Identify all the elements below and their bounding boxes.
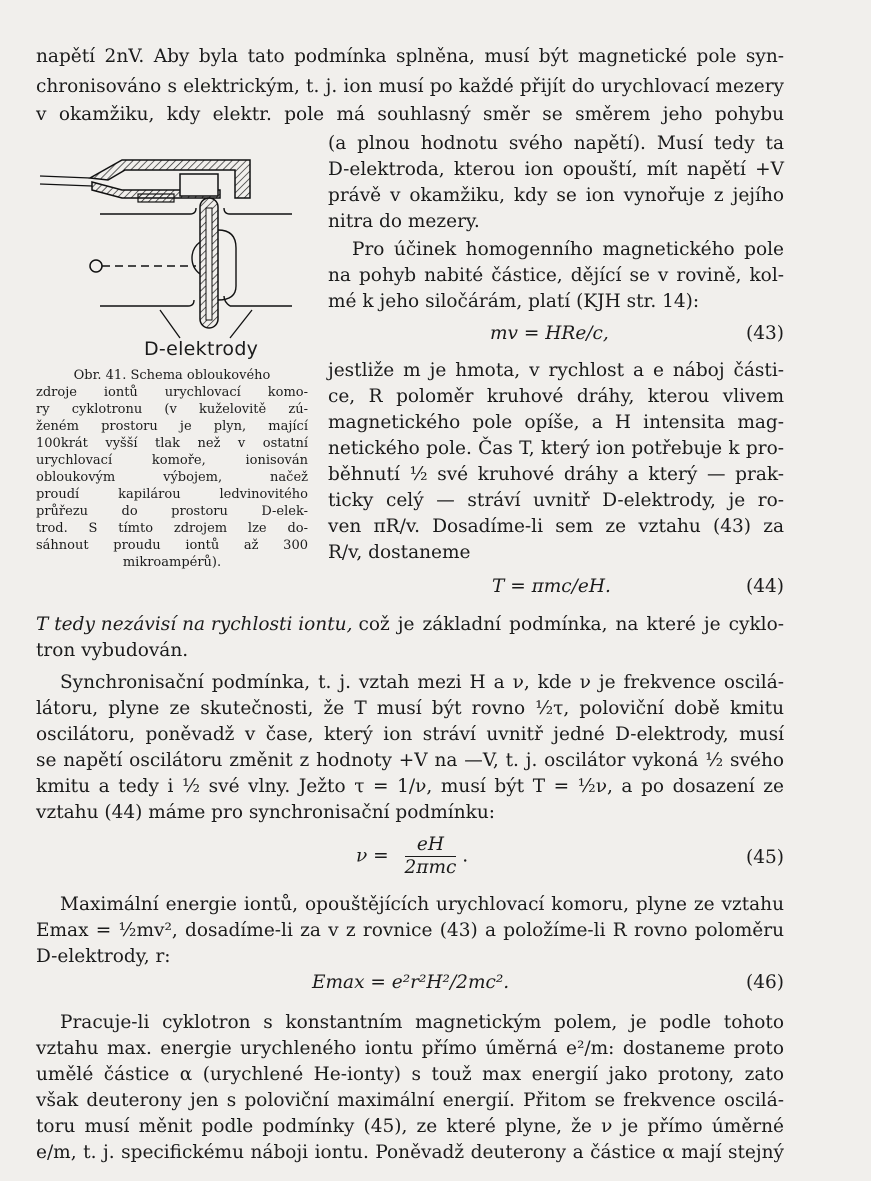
text-line: na pohyb nabité částice, dějící se v rovině, kol- — [328, 265, 784, 286]
label-leader — [160, 310, 180, 338]
figure-caption-line: ženém prostoru je plyn, mající — [36, 419, 308, 434]
label-leader — [230, 310, 252, 338]
figure-caption-line: sáhnout proudu iontů až 300 — [36, 538, 308, 553]
text-line: napětí 2nV. Aby byla tato podmínka splněna, musí být magnetické pole syn- — [36, 46, 784, 67]
text-line: nitra do mezery. — [328, 211, 480, 232]
figure-caption-line: obloukovým výbojem, načež — [36, 470, 308, 485]
text-line: mé k jeho siločárám, platí (KJH str. 14): — [328, 291, 700, 312]
text-line: vztahu (44) máme pro synchronisační podmínku: — [36, 802, 495, 823]
figure-caption-line: trod. S tímto zdrojem lze do- — [36, 521, 308, 536]
text-line: (a plnou hodnotu svého napětí). Musí tedy ta — [328, 133, 784, 154]
eq45-denominator: 2πmc — [404, 857, 457, 878]
text-line: vztahu max. energie urychleného iontu přímo úměrná e²/m: dostaneme proto — [36, 1038, 784, 1059]
figure-caption-line: průřezu do prostoru D-elek- — [36, 504, 308, 519]
text-span: což je základní podmínka, na které je cyklo- — [358, 614, 784, 635]
text-line: ce, R poloměr kruhové dráhy, kterou vlivem — [328, 386, 784, 407]
figure-caption-line: ry cyklotronu (v kuželovitě zú- — [36, 402, 308, 417]
beam-origin — [90, 260, 102, 272]
text-line: jestliže m je hmota, v rychlost a e náboj části- — [328, 360, 784, 381]
equation-45 — [356, 834, 468, 879]
text-line: se napětí oscilátoru změnit z hodnoty +V na —V, t. j. oscilátor vykoná ½ svého — [36, 750, 784, 771]
text-line: toru musí měnit podle podmínky (45), ze které plyne, že ν je přímo úměrné — [36, 1116, 784, 1137]
text-line: tron vybudován. — [36, 640, 189, 661]
emphasis-text: T tedy nezávisí na rychlosti iontu, — [36, 614, 353, 635]
text-line: netického pole. Čas T, který ion potřebuje k pro- — [328, 438, 784, 459]
figure-caption-line: zdroje iontů urychlovací komo- — [36, 385, 308, 400]
figure-caption-line: proudí kapilárou ledvinovitého — [36, 487, 308, 502]
equation-number: (43) — [746, 323, 784, 344]
text-line: e/m, t. j. specifickému náboji iontu. Poněvadž deuterony a částice α mají stejný — [36, 1142, 784, 1163]
eq45-numerator: eH — [405, 834, 457, 857]
text-line: magnetického pole opíše, a H intensita mag- — [328, 412, 784, 433]
figure-caption-line: 100krát vyšší tlak než v ostatní — [36, 436, 308, 451]
text-line: chronisováno s elektrickým, t. j. ion musí po každé přijít do urychlovací mezery — [36, 76, 784, 97]
text-line: umělé částice α (urychlené He-ionty) s touž max energií jako protony, zato — [36, 1064, 784, 1085]
text-line — [36, 612, 784, 637]
text-line: Synchronisační podmínka, t. j. vztah mezi H a ν, kde ν je frekvence oscilá- — [60, 672, 784, 693]
figure-caption-line: mikroampérů). — [122, 555, 222, 570]
equation-46: Emax = e²r²H²/2mc². — [312, 972, 510, 993]
eq45-fraction — [405, 834, 457, 879]
text-line: D-elektroda, kterou ion opouští, mít napětí +V — [328, 159, 784, 180]
cathode-block — [180, 174, 218, 196]
text-line: Pro účinek homogenního magnetického pole — [352, 239, 784, 260]
equation-number: (46) — [746, 972, 784, 993]
equation-43: mv = HRe/c, — [490, 323, 609, 344]
d-electrode-ion-source-diagram — [30, 150, 310, 365]
text-line: Emax = ½mv², dosadíme-li za v z rovnice (43) a položíme-li R rovno poloměru — [36, 920, 784, 941]
text-line: ticky celý — stráví uvnitř D-elektrody, je ro- — [328, 490, 784, 511]
text-line: látoru, plyne ze skutečnosti, že T musí být rovno ½τ, poloviční době kmitu — [36, 698, 784, 719]
text-line: Maximální energie iontů, opouštějících urychlovací komoru, plyne ze vztahu — [60, 894, 784, 915]
text-line: D-elektrody, r: — [36, 946, 171, 967]
figure-caption-line: urychlovací komoře, ionisován — [36, 453, 308, 468]
figure-label: D-elektrody — [144, 338, 259, 360]
eq45-dot: . — [462, 845, 469, 867]
text-line: Pracuje-li cyklotron s konstantním magnetickým polem, je podle tohoto — [60, 1012, 784, 1033]
text-line: ven πR/v. Dosadíme-li sem ze vztahu (43) za — [328, 516, 784, 537]
equation-number: (44) — [746, 576, 784, 597]
text-line: běhnutí ½ své kruhové dráhy a který — prak- — [328, 464, 784, 485]
figure-caption-line: Obr. 41. Schema obloukového — [73, 368, 271, 383]
text-line: však deuterony jen s poloviční maximální energií. Přitom se frekvence oscilá- — [36, 1090, 784, 1111]
text-line: právě v okamžiku, kdy se ion vynořuje z jejího — [328, 185, 784, 206]
equation-number: (45) — [746, 847, 784, 868]
equation-44: T = πmc/eH. — [492, 576, 611, 597]
eq45-lhs: ν = — [356, 845, 389, 867]
text-line: R/v, dostaneme — [328, 542, 471, 563]
text-line: kmitu a tedy i ½ své vlny. Ježto τ = 1/ν, musí být T = ½ν, a po dosazení ze — [36, 776, 784, 797]
text-line: oscilátoru, poněvadž v čase, který ion stráví uvnitř jedné D-elektrody, musí — [36, 724, 784, 745]
text-line: v okamžiku, kdy elektr. pole má souhlasný směr se směrem jeho pohybu — [36, 104, 784, 125]
